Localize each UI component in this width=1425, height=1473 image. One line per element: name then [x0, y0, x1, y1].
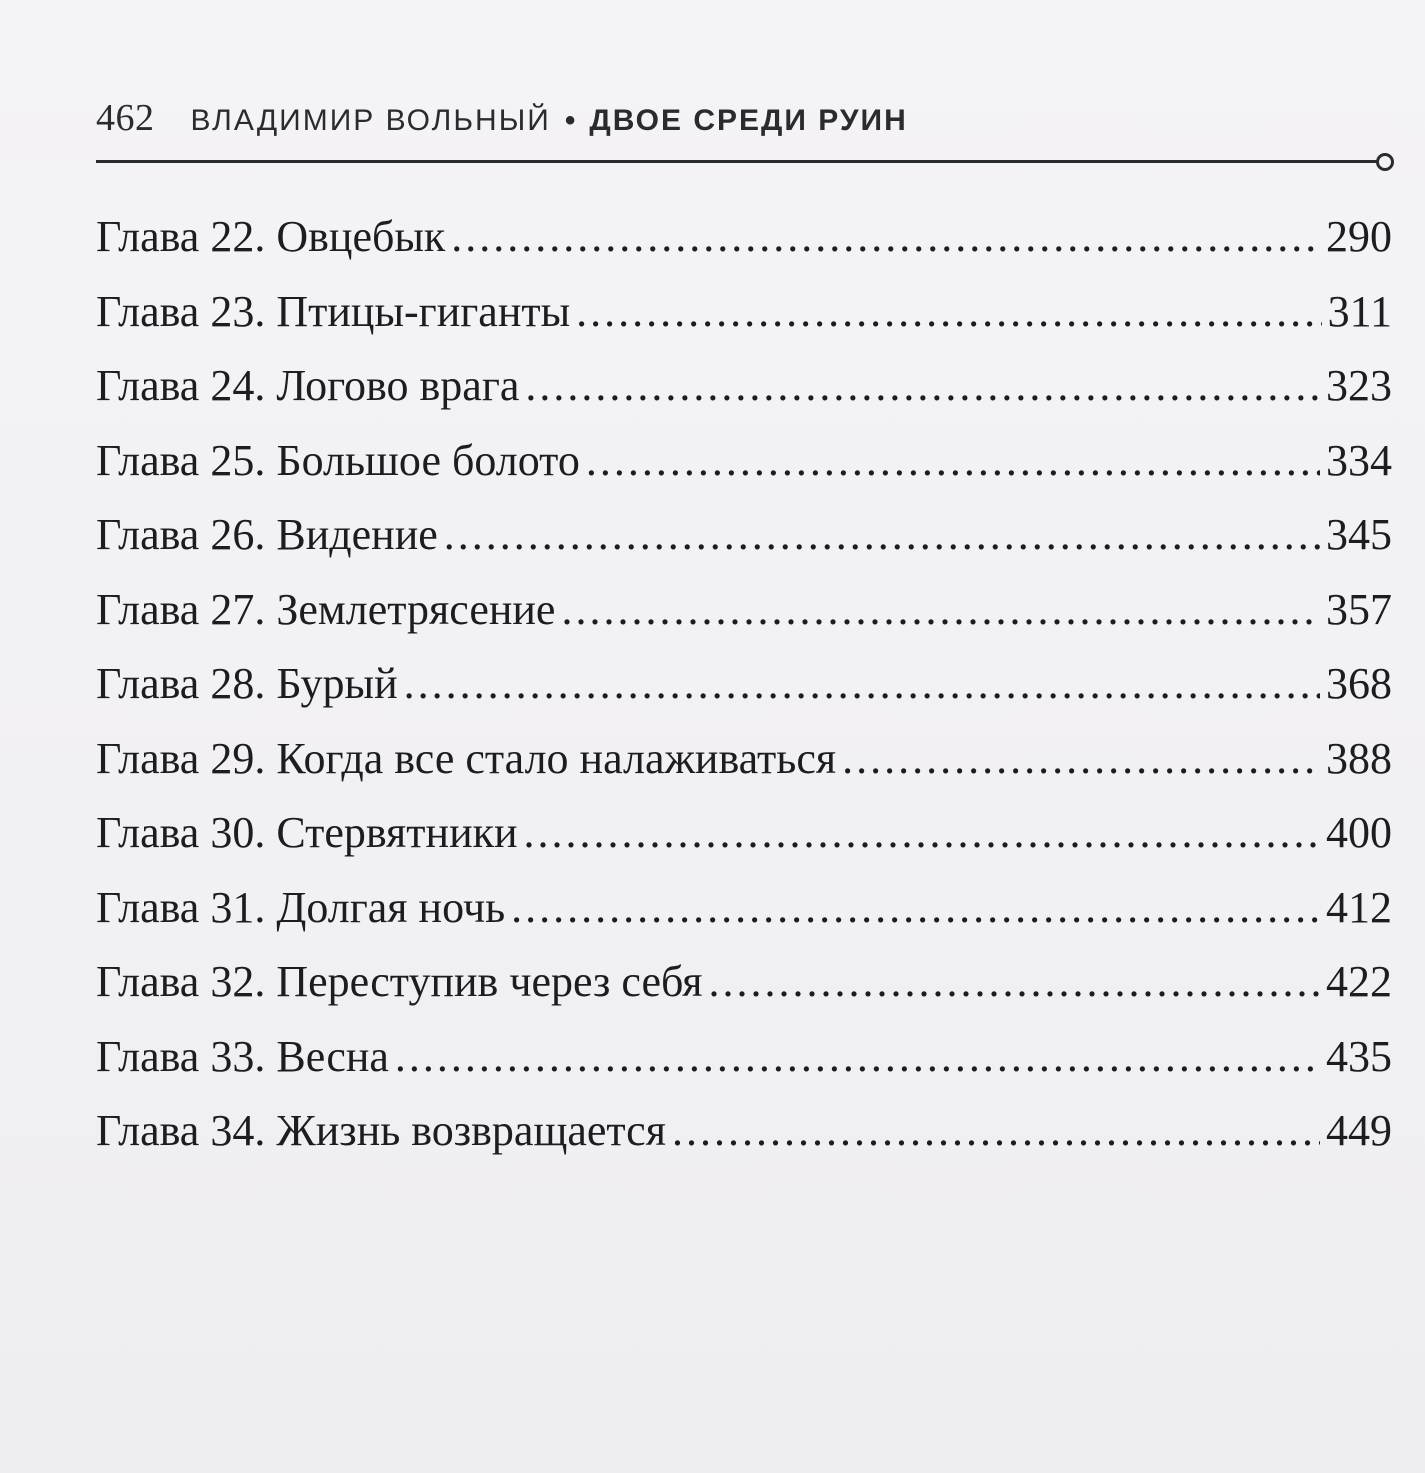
- toc-leader-dots: [451, 200, 1320, 275]
- toc-entry-page: 412: [1326, 882, 1392, 932]
- toc-leader-dots: [672, 1094, 1320, 1169]
- toc-entry-page: 422: [1326, 957, 1392, 1006]
- toc-leader-dots: [525, 349, 1320, 424]
- toc-entry: [96, 945, 1392, 1020]
- toc-entry-title: Глава 22. Овцебык: [96, 212, 446, 261]
- toc-entry-title: Глава 32. Переступив через себя: [96, 957, 703, 1006]
- rule-end-circle-icon: [1376, 153, 1394, 171]
- toc-entry-page: 290: [1326, 212, 1392, 261]
- toc-entry: [96, 722, 1392, 797]
- toc-leader-dots: [561, 573, 1320, 648]
- page-number: 462: [96, 97, 155, 139]
- toc-leader-dots: [511, 871, 1320, 946]
- table-of-contents: [96, 200, 1392, 1169]
- toc-leader-dots: [842, 722, 1320, 797]
- toc-entry-title: Глава 23. Птицы-гиганты: [96, 286, 571, 336]
- toc-leader-dots: [576, 275, 1321, 350]
- toc-entry: [96, 275, 1392, 350]
- toc-leader-dots: [444, 498, 1320, 573]
- toc-entry: [96, 200, 1392, 275]
- toc-leader-dots: [404, 647, 1320, 722]
- toc-leader-dots: [709, 945, 1320, 1020]
- toc-entry-page: 334: [1326, 435, 1392, 485]
- book-title: ДВОЕ СРЕДИ РУИН: [589, 104, 908, 137]
- toc-entry-page: 323: [1326, 361, 1392, 410]
- toc-entry: [96, 349, 1392, 424]
- toc-entry-page: 345: [1326, 510, 1392, 559]
- toc-leader-dots: [524, 796, 1320, 871]
- toc-entry-page: 388: [1326, 733, 1392, 783]
- toc-leader-dots: [586, 424, 1320, 499]
- toc-entry-title: Глава 24. Логово врага: [96, 361, 520, 410]
- toc-entry-page: 449: [1326, 1106, 1392, 1155]
- toc-entry: [96, 871, 1392, 946]
- toc-entry: [96, 1094, 1392, 1169]
- toc-entry-page: 311: [1327, 286, 1392, 336]
- toc-entry-title: Глава 30. Стервятники: [96, 808, 518, 857]
- header-separator: •: [564, 104, 576, 137]
- toc-entry-title: Глава 34. Жизнь возвращается: [96, 1106, 666, 1155]
- toc-entry-title: Глава 31. Долгая ночь: [96, 882, 506, 932]
- toc-entry-title: Глава 25. Большое болото: [96, 435, 580, 485]
- toc-entry: [96, 424, 1392, 499]
- running-head: [96, 96, 908, 156]
- toc-entry: [96, 796, 1392, 871]
- toc-leader-dots: [395, 1020, 1320, 1095]
- toc-entry-title: Глава 28. Бурый: [96, 659, 398, 708]
- author-name: ВЛАДИМИР ВОЛЬНЫЙ: [190, 104, 551, 137]
- toc-entry: [96, 647, 1392, 722]
- toc-entry-title: Глава 27. Землетрясение: [96, 584, 556, 634]
- toc-entry-page: 435: [1326, 1031, 1392, 1081]
- toc-entry-page: 400: [1326, 808, 1392, 857]
- toc-entry-page: 357: [1326, 584, 1392, 634]
- toc-entry-title: Глава 33. Весна: [96, 1031, 389, 1081]
- toc-entry-title: Глава 29. Когда все стало налаживаться: [96, 733, 837, 783]
- header-rule: [96, 160, 1378, 163]
- toc-entry: [96, 1020, 1392, 1095]
- toc-entry-page: 368: [1326, 659, 1392, 708]
- toc-entry: [96, 573, 1392, 648]
- toc-entry: [96, 498, 1392, 573]
- toc-entry-title: Глава 26. Видение: [96, 510, 438, 559]
